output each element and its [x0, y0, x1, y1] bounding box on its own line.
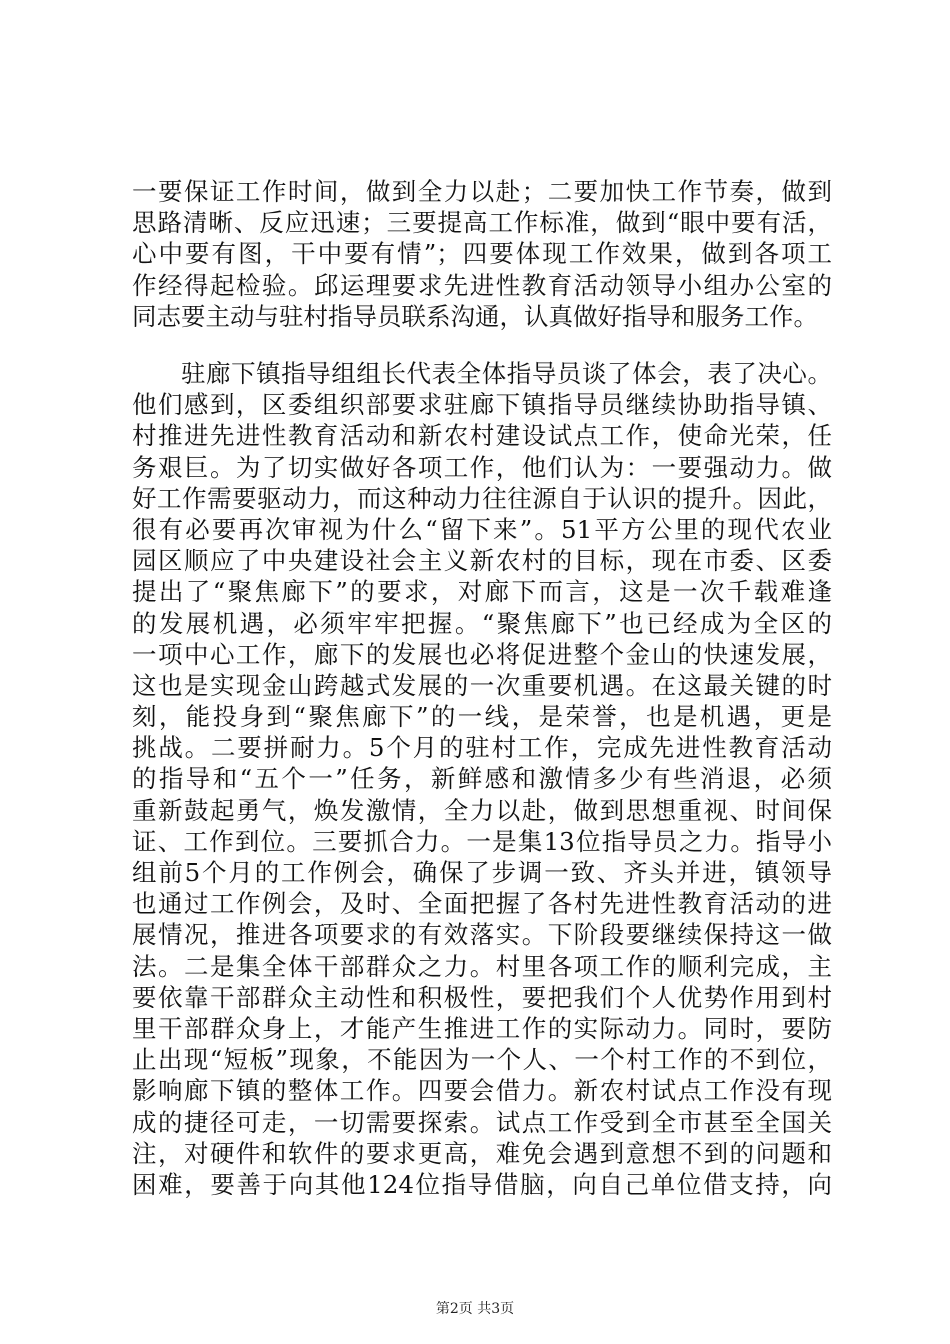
paragraph-line: 一项中心工作，廊下的发展也必将促进整个金山的快速发展， [132, 639, 832, 669]
paragraph-line: 村推进先进性教育活动和新农村建设试点工作，使命光荣，任 [132, 421, 832, 451]
paragraph-line: 法。二是集全体干部群众之力。村里各项工作的顺利完成，主 [132, 951, 832, 981]
paragraph-line: 的发展机遇，必须牢牢把握。“聚焦廊下”也已经成为全区的 [132, 608, 832, 638]
paragraph-line: 的指导和“五个一”任务，新鲜感和激情多少有些消退，必须 [132, 764, 832, 794]
paragraph-line: 影响廊下镇的整体工作。四要会借力。新农村试点工作没有现 [132, 1076, 832, 1106]
paragraph-line: 成的捷径可走，一切需要探索。试点工作受到全市甚至全国关 [132, 1107, 832, 1137]
paragraph-line: 也通过工作例会，及时、全面把握了各村先进性教育活动的进 [132, 889, 832, 919]
paragraph-line: 刻，能投身到“聚焦廊下”的一线，是荣誉，也是机遇，更是 [132, 702, 832, 732]
paragraph-line: 重新鼓起勇气，焕发激情，全力以赴，做到思想重视、时间保 [132, 795, 832, 825]
paragraph-2 [132, 358, 832, 1200]
paragraph-line: 止出现“短板”现象，不能因为一个人、一个村工作的不到位， [132, 1045, 832, 1075]
paragraph-line: 很有必要再次审视为什么“留下来”。51平方公里的现代农业 [132, 514, 832, 544]
page-footer: 第2页 共3页 [435, 1301, 515, 1317]
paragraph-line: 他们感到，区委组织部要求驻廊下镇指导员继续协助指导镇、 [132, 390, 832, 420]
paragraph-line: 要依靠干部群众主动性和积极性，要把我们个人优势作用到村 [132, 982, 832, 1012]
paragraph-line: 好工作需要驱动力，而这种动力往往源自于认识的提升。因此， [132, 483, 832, 513]
paragraph-line: 提出了“聚焦廊下”的要求，对廊下而言，这是一次千载难逢 [132, 577, 832, 607]
paragraph-line: 心中要有图，干中要有情”；四要体现工作效果，做到各项工 [132, 239, 832, 269]
paragraph-line: 展情况，推进各项要求的有效落实。下阶段要继续保持这一做 [132, 920, 832, 950]
paragraph-line: 组前5个月的工作例会，确保了步调一致、齐头并进，镇领导 [132, 858, 832, 887]
paragraph-line: 思路清晰、反应迅速；三要提高工作标准，做到“眼中要有活， [132, 208, 832, 238]
paragraph-line: 这也是实现金山跨越式发展的一次重要机遇。在这最关键的时 [132, 670, 832, 700]
paragraph-line: 驻廊下镇指导组组长代表全体指导员谈了体会，表了决心。 [181, 359, 832, 388]
paragraph-line: 一要保证工作时间，做到全力以赴；二要加快工作节奏，做到 [132, 177, 832, 206]
paragraph-line: 挑战。二要拼耐力。5个月的驻村工作，完成先进性教育活动 [132, 733, 832, 763]
paragraph-1 [132, 176, 832, 332]
paragraph-line: 园区顺应了中央建设社会主义新农村的目标，现在市委、区委 [132, 546, 832, 576]
paragraph-line: 同志要主动与驻村指导员联系沟通，认真做好指导和服务工作。 [132, 301, 818, 331]
paragraph-line: 作经得起检验。邱运理要求先进性教育活动领导小组办公室的 [132, 270, 832, 300]
paragraph-line: 里干部群众身上，才能产生推进工作的实际动力。同时，要防 [132, 1013, 832, 1043]
paragraph-line: 困难，要善于向其他124位指导借脑，向自己单位借支持，向 [132, 1169, 832, 1199]
paragraph-line: 注，对硬件和软件的要求更高，难免会遇到意想不到的问题和 [132, 1138, 832, 1168]
paragraph-line: 证、工作到位。三要抓合力。一是集13位指导员之力。指导小 [132, 826, 832, 856]
paragraph-line: 务艰巨。为了切实做好各项工作，他们认为：一要强动力。做 [132, 452, 832, 482]
